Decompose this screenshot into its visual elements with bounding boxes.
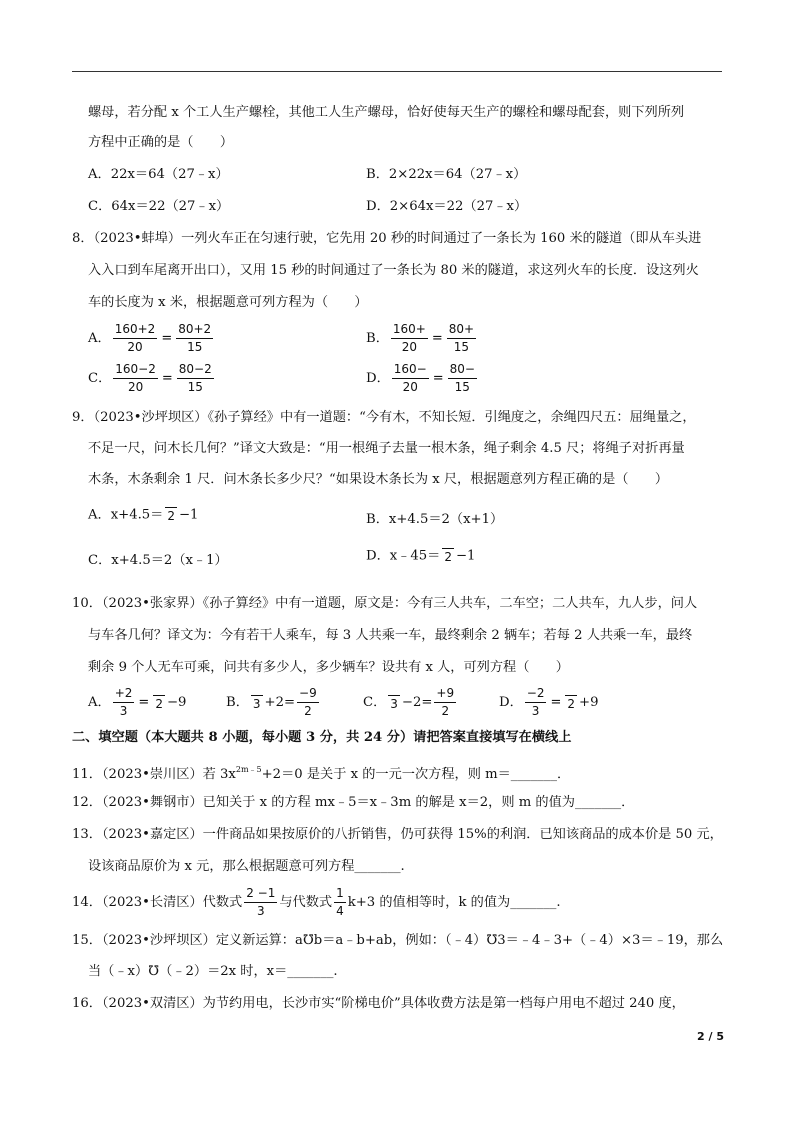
q9-line1: 9．（2023•沙坪坝区）《孙子算经》中有一道题：“今有木，不知长短．引绳度之，余绳四尺五：屈绳量之，: [72, 410, 696, 425]
q9-option-d: D．x﹣45＝ 2 −1: [366, 548, 476, 564]
fraction: $\frac{160+}{20}$: [392, 322, 426, 354]
q10-option-b: B． 3 +2= $\frac{-9}{2}$: [226, 686, 317, 718]
q9-line2: 不足一尺，问木长几何？”译文大致是：“用一根绳子去量一根木条，绳子剩余 4.5 尺；将绳子对折再量: [88, 441, 685, 456]
q8-option-a: A． $\frac{160+2}{20}$ = $\frac{80+2}{15}$: [88, 322, 212, 354]
fraction: 3: [388, 694, 400, 712]
page-number: 2 / 5: [697, 1030, 724, 1043]
q10-option-d: D． $\frac{-2}{3}$ = 2 +9: [499, 686, 599, 718]
q15-line1: 15．（2023•沙坪坝区）定义新运算：a℧b＝a﹣b+ab，例如：（﹣4）℧3＝﹣4﹣3+（﹣4）×3＝﹣19，那么: [72, 933, 724, 948]
q7-option-a: A．22x＝64（27﹣x）: [88, 167, 229, 182]
fraction: 3: [251, 694, 263, 712]
fraction: $\frac{+2}{3}$: [114, 686, 133, 718]
fraction: $\frac{80+}{15}$: [448, 322, 475, 354]
q9-option-b: B．x+4.5＝2（x+1）: [366, 512, 504, 527]
q8-option-c: C． $\frac{160-2}{20}$ = $\frac{80-2}{15}$: [88, 362, 212, 394]
q10-option-c: C． 3 −2= $\frac{+9}{2}$: [363, 686, 455, 718]
q10-line2: 与车各几何？译文为：今有若干人乘车，每 3 人共乘一车，最终剩余 2 辆车；若每 2 人共乘一车，最终: [88, 628, 693, 643]
q8-option-b: B． $\frac{160+}{20}$ = $\frac{80+}{15}$: [366, 322, 475, 354]
q9-line3: 木条，木条剩余 1 尺．问木条长多少尺？“如果设木条长为 x 尺，根据题意列方程正确的是（ ）: [88, 472, 669, 487]
fraction: $\frac{2 -1}{3}$: [246, 886, 276, 918]
q11: 11．（2023•崇川区）若 $3x^{2m﹣5}+2=0$ 是关于 x 的一元一次方程，则 m＝_______．: [72, 765, 571, 782]
fraction: $\frac{80+2}{15}$: [178, 322, 212, 354]
q7-option-c: C．64x＝22（27﹣x）: [88, 199, 230, 214]
section-heading: 二、填空题（本大题共 8 小题，每小题 3 分，共 24 分）请把答案直接填写在横线上: [72, 730, 572, 745]
q8-option-d: D． $\frac{160-}{20}$ = $\frac{80-}{15}$: [366, 362, 475, 394]
q8-line1: 8．（2023•蚌埠）一列火车正在匀速行驶，它先用 20 秒的时间通过了一条长为 160 米的隧道（即从车头进: [72, 231, 702, 246]
q14: 14．（2023•长清区）代数式 $\frac{2 -1}{3}$ 与代数式 $\frac{1}{4}$ k+3 的值相等时，k 的值为_______.: [72, 886, 561, 918]
fraction: $\frac{-9}{2}$: [299, 686, 317, 718]
q10-line1: 10．（2023•张家界）《孙子算经》中有一道题，原文是：今有三人共车，二车空；二人共车，九人步，问人: [72, 596, 698, 611]
fraction: $\frac{80-}{15}$: [449, 362, 475, 394]
q12: 12．（2023•舞钢市）已知关于 x 的方程 mx﹣5＝x﹣3m 的解是 x＝2，则 m 的值为_______．: [72, 795, 635, 810]
fraction: $\frac{+9}{2}$: [436, 686, 455, 718]
q7-option-d: D．2×64x＝22（27﹣x）: [366, 199, 528, 214]
q10-option-a: A． $\frac{+2}{3}$ = 2 −9: [88, 686, 187, 718]
q16: 16．（2023•双清区）为节约用电，长沙市实“阶梯电价”具体收费方法是第一档每户用电不超过 240 度，: [72, 996, 685, 1011]
fraction: 2: [153, 694, 165, 712]
fraction: 2: [442, 547, 454, 565]
fraction: $\frac{160-2}{20}$: [115, 362, 156, 394]
q13-line1: 13．（2023•嘉定区）一件商品如果按原价的八折销售，仍可获得 15%的利润．已知该商品的成本价是 50 元，: [72, 827, 723, 842]
q7-option-b: B．2×22x＝64（27﹣x）: [366, 167, 527, 182]
q7-line1: 螺母，若分配 x 个工人生产螺栓，其他工人生产螺母，恰好使每天生产的螺栓和螺母配套，则下列所列: [88, 105, 685, 120]
q7-line2: 方程中正确的是（ ）: [88, 135, 234, 150]
fraction: $\frac{1}{4}$: [336, 886, 344, 918]
fraction: $\frac{-2}{3}$: [526, 686, 545, 718]
q13-line2: 设该商品原价为 x 元，那么根据题意可列方程_______.: [88, 859, 405, 874]
q8-line3: 车的长度为 x 米，根据题意可列方程为（ ）: [88, 295, 368, 310]
fraction: 2: [565, 694, 577, 712]
fraction: $\frac{80-2}{15}$: [178, 362, 212, 394]
fraction: $\frac{160-}{20}$: [393, 362, 427, 394]
q9-option-c: C．x+4.5＝2（x﹣1）: [88, 553, 228, 568]
q9-option-a: A．x+4.5＝ 2 −1: [88, 507, 199, 523]
fraction: $\frac{160+2}{20}$: [114, 322, 156, 354]
fraction: 2: [165, 506, 177, 524]
q10-line3: 剩余 9 个人无车可乘，问共有多少人，多少辆车？设共有 x 人，可列方程（ ）: [88, 660, 569, 675]
q8-line2: 入入口到车尾离开出口），又用 15 秒的时间通过了一条长为 80 米的隧道，求这列火车的长度．设这列火: [88, 263, 699, 278]
q15-line2: 当（﹣x）℧（﹣2）＝2x 时，x＝_______.: [88, 964, 338, 979]
header-rule: [72, 71, 722, 72]
